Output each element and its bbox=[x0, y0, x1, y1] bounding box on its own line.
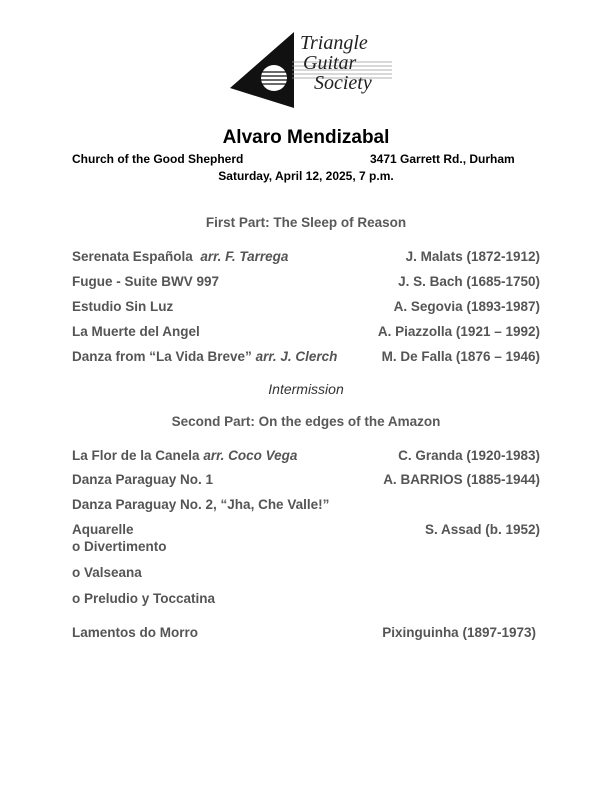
composer: A. BARRIOS (1885-1944) bbox=[383, 472, 540, 487]
program-row bbox=[72, 299, 540, 317]
program-row bbox=[72, 249, 540, 267]
piece-title: Estudio Sin Luz bbox=[72, 299, 174, 314]
program-row bbox=[72, 274, 540, 292]
piece-title: La Muerte del Angel bbox=[72, 324, 200, 339]
composer: S. Assad (b. 1952) bbox=[424, 522, 540, 537]
second-part-heading: Second Part: On the edges of the Amazon bbox=[171, 414, 441, 429]
first-part-heading: First Part: The Sleep of Reason bbox=[205, 215, 407, 230]
piece-title: Serenata Española arr. F. Tarrega bbox=[72, 249, 289, 264]
triangle-guitar-society-logo bbox=[222, 28, 397, 114]
piece-title: o Valseana bbox=[72, 565, 142, 580]
arranger: arr. Coco Vega bbox=[203, 448, 298, 463]
piece-title: Fugue - Suite BWV 997 bbox=[72, 274, 220, 289]
piece-title: La Flor de la Canela arr. Coco Vega bbox=[72, 448, 298, 463]
composer: J. S. Bach (1685-1750) bbox=[398, 274, 540, 289]
logo-wordmark bbox=[300, 33, 372, 93]
composer: A. Piazzolla (1921 – 1992) bbox=[377, 324, 540, 339]
arranger: arr. J. Clerch bbox=[255, 349, 338, 364]
logo-line-1: Triangle bbox=[300, 32, 368, 54]
program-row bbox=[72, 591, 540, 609]
program-row bbox=[72, 522, 540, 540]
program-row bbox=[72, 472, 540, 490]
program-row bbox=[72, 497, 540, 515]
piece-title: Danza Paraguay No. 1 bbox=[72, 472, 214, 487]
program-row bbox=[72, 349, 540, 367]
piece-title: Danza from “La Vida Breve” arr. J. Clerch bbox=[72, 349, 338, 364]
performer-title: Alvaro Mendizabal bbox=[222, 127, 390, 148]
venue-name: Church of the Good Shepherd bbox=[72, 152, 244, 166]
program-row bbox=[72, 539, 540, 557]
program-row bbox=[72, 625, 540, 643]
piece-title: o Divertimento bbox=[72, 539, 167, 554]
program-row bbox=[72, 324, 540, 342]
piece-title: o Preludio y Toccatina bbox=[72, 591, 216, 606]
piece-title: Lamentos do Morro bbox=[72, 625, 199, 640]
composer: C. Granda (1920-1983) bbox=[398, 448, 540, 463]
piece-title: Aquarelle bbox=[72, 522, 134, 537]
program-row bbox=[72, 448, 540, 466]
arranger: arr. F. Tarrega bbox=[200, 249, 289, 264]
composer: J. Malats (1872-1912) bbox=[405, 249, 540, 264]
logo-line-2: Guitar bbox=[303, 52, 357, 74]
piece-title: Danza Paraguay No. 2, “Jha, Che Valle!” bbox=[72, 497, 330, 512]
logo-line-3: Society bbox=[314, 72, 372, 94]
composer: A. Segovia (1893-1987) bbox=[393, 299, 540, 314]
program-row bbox=[72, 565, 540, 583]
composer: Pixinguinha (1897-1973) bbox=[382, 625, 536, 640]
composer: M. De Falla (1876 – 1946) bbox=[381, 349, 540, 364]
intermission: Intermission bbox=[268, 381, 344, 397]
concert-date: Saturday, April 12, 2025, 7 p.m. bbox=[218, 169, 394, 183]
venue-address: 3471 Garrett Rd., Durham bbox=[370, 152, 515, 166]
